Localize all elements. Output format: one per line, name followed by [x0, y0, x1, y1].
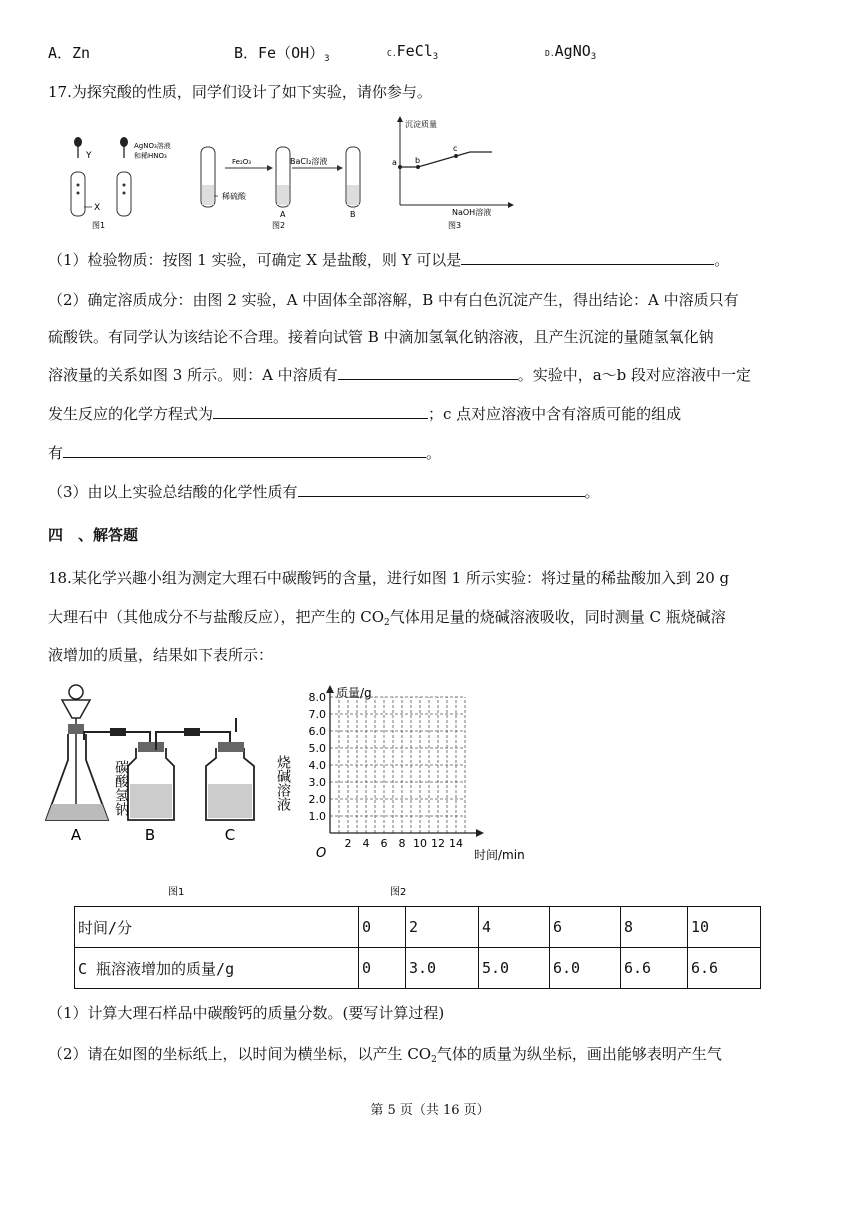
label-bacl2: BaCl₂溶液: [290, 157, 328, 166]
point-b: b: [415, 156, 421, 165]
point-c: c: [453, 144, 458, 153]
table-cell: 6.6: [688, 948, 761, 989]
label-x: X: [94, 203, 101, 213]
x-tick-label: 6: [380, 837, 388, 850]
y-tick-label: 7.0: [308, 708, 326, 721]
x-tick-label: 10: [413, 837, 427, 850]
fig2-y-label: 质量/g: [336, 686, 372, 700]
answer-blank-3[interactable]: [213, 403, 428, 419]
q17-stem: 17.为探究酸的性质，同学们设计了如下实验，请你参与。: [48, 83, 432, 101]
flask-a-label: A: [70, 826, 82, 844]
point-a: a: [392, 158, 397, 167]
label-fe2o3: Fe₂O₃: [232, 158, 252, 166]
option-b: B．$Fe(OH)_3$: [234, 44, 330, 64]
data-table: [74, 906, 761, 989]
q18-line3: 液增加的质量，结果如下表所示：: [48, 646, 274, 664]
y-tick-label: 4.0: [308, 759, 326, 772]
option-d: D.AgNO$_3$: [545, 42, 597, 62]
q18-sub1: （1）计算大理石样品中碳酸钙的质量分数。(要写计算过程): [48, 1004, 445, 1022]
label-tube-b: B: [350, 210, 356, 219]
label-naoh: 烧碱溶液: [275, 755, 291, 811]
y-tick-label: 8.0: [308, 691, 326, 704]
table-cell: C 瓶溶液增加的质量/g: [75, 948, 359, 989]
y-tick-label: 6.0: [308, 725, 326, 738]
q18-line2: 大理石中（其他成分不与盐酸反应），把产生的 $CO_2$气体用足量的烧碱溶液吸收，同时测量 C 瓶烧碱溶: [48, 608, 726, 628]
fig2-apparatus: [201, 147, 360, 230]
answer-blank-2[interactable]: [338, 364, 518, 380]
table-cell: 0: [359, 907, 406, 948]
label-y: Y: [86, 151, 92, 161]
table-cell: 6: [550, 907, 621, 948]
q17-part1: （1）检验物质：按图 1 实验，可确定 X 是盐酸，则 Y 可以是 。: [48, 251, 730, 269]
answer-blank-4[interactable]: [63, 442, 426, 458]
fig3-x-label: NaOH溶液: [452, 208, 492, 217]
q17-part2-line5: 有 。: [48, 444, 442, 462]
x-tick-label: 12: [431, 837, 445, 850]
table-cell: 5.0: [479, 948, 550, 989]
fig3-y-label: 沉淀质量: [405, 120, 437, 129]
page-footer: 第 5 页（共 16 页）: [370, 1103, 490, 1118]
fig3-caption: 图3: [448, 221, 462, 230]
table-cell: 时间/分: [75, 907, 359, 948]
fig1-caption: 图1: [92, 221, 106, 230]
fig1-caption: 图1: [168, 887, 185, 898]
fig2-caption: 图2: [390, 887, 407, 898]
fig2-origin: O: [316, 846, 327, 861]
q18-sub2: （2）请在如图的坐标纸上，以时间为横坐标，以产生 $CO_2$气体的质量为纵坐标，画出能够表明产生气: [48, 1045, 722, 1065]
q18-fig2-grid: [300, 683, 540, 901]
label-hno3: 和稀HNO₃: [134, 152, 167, 160]
x-tick-label: 2: [344, 837, 352, 850]
q17-part3: （3）由以上实验总结酸的化学性质有 。: [48, 483, 600, 501]
answer-blank-1[interactable]: [461, 249, 714, 265]
option-a: A．Zn: [48, 44, 91, 62]
table-row: [75, 907, 761, 948]
table-cell: 10: [688, 907, 761, 948]
q17-part2-line3: 溶液量的关系如图 3 所示。则：A 中溶质有 。实验中，a～b 段对应溶液中一定: [48, 366, 752, 384]
q17-part2-line2: 硫酸铁。有同学认为该结论不合理。接着向试管 B 中滴加氢氧化钠溶液，且产生沉淀的量随氢氧化钠: [48, 328, 714, 346]
x-tick-label: 4: [362, 837, 370, 850]
q17-figures: [62, 115, 522, 233]
fig3-graph: [392, 116, 514, 230]
x-tick-label: 8: [398, 837, 406, 850]
table-cell: 6.6: [621, 948, 688, 989]
bottle-c-label: C: [224, 826, 236, 844]
y-tick-label: 2.0: [308, 793, 326, 806]
q18-fig1-apparatus: [40, 680, 300, 902]
label-nahco3: 碳酸氢钠: [113, 760, 129, 816]
q17-part2-line4: 发生反应的化学方程式为 ；c 点对应溶液中含有溶质可能的组成: [48, 405, 682, 423]
label-agno3: AgNO₃溶液: [134, 142, 171, 150]
label-dilute-acid: 稀硫酸: [222, 192, 246, 201]
q17-part2-line1: （2）确定溶质成分：由图 2 实验，A 中固体全部溶解，B 中有白色沉淀产生，得出结论：A 中溶质只有: [48, 291, 739, 309]
label-tube-a: A: [280, 210, 286, 219]
section-heading: 四 、解答题: [48, 526, 139, 544]
y-tick-label: 5.0: [308, 742, 326, 755]
q18-line1: 18.某化学兴趣小组为测定大理石中碳酸钙的含量，进行如图 1 所示实验：将过量的稀盐酸加入到 20 g: [48, 569, 730, 587]
option-c: C.FeCl$_3$: [387, 42, 439, 62]
table-row: [75, 948, 761, 989]
table-cell: 6.0: [550, 948, 621, 989]
fig1-apparatus: [71, 137, 171, 230]
y-tick-label: 1.0: [308, 810, 326, 823]
fig2-caption: 图2: [272, 221, 286, 230]
table-cell: 4: [479, 907, 550, 948]
table-cell: 3.0: [406, 948, 479, 989]
table-cell: 2: [406, 907, 479, 948]
table-cell: 8: [621, 907, 688, 948]
y-tick-label: 3.0: [308, 776, 326, 789]
bottle-b-label: B: [144, 826, 156, 844]
table-cell: 0: [359, 948, 406, 989]
fig2-x-label: 时间/min: [474, 848, 525, 862]
x-tick-label: 14: [449, 837, 463, 850]
answer-blank-5[interactable]: [298, 481, 585, 497]
